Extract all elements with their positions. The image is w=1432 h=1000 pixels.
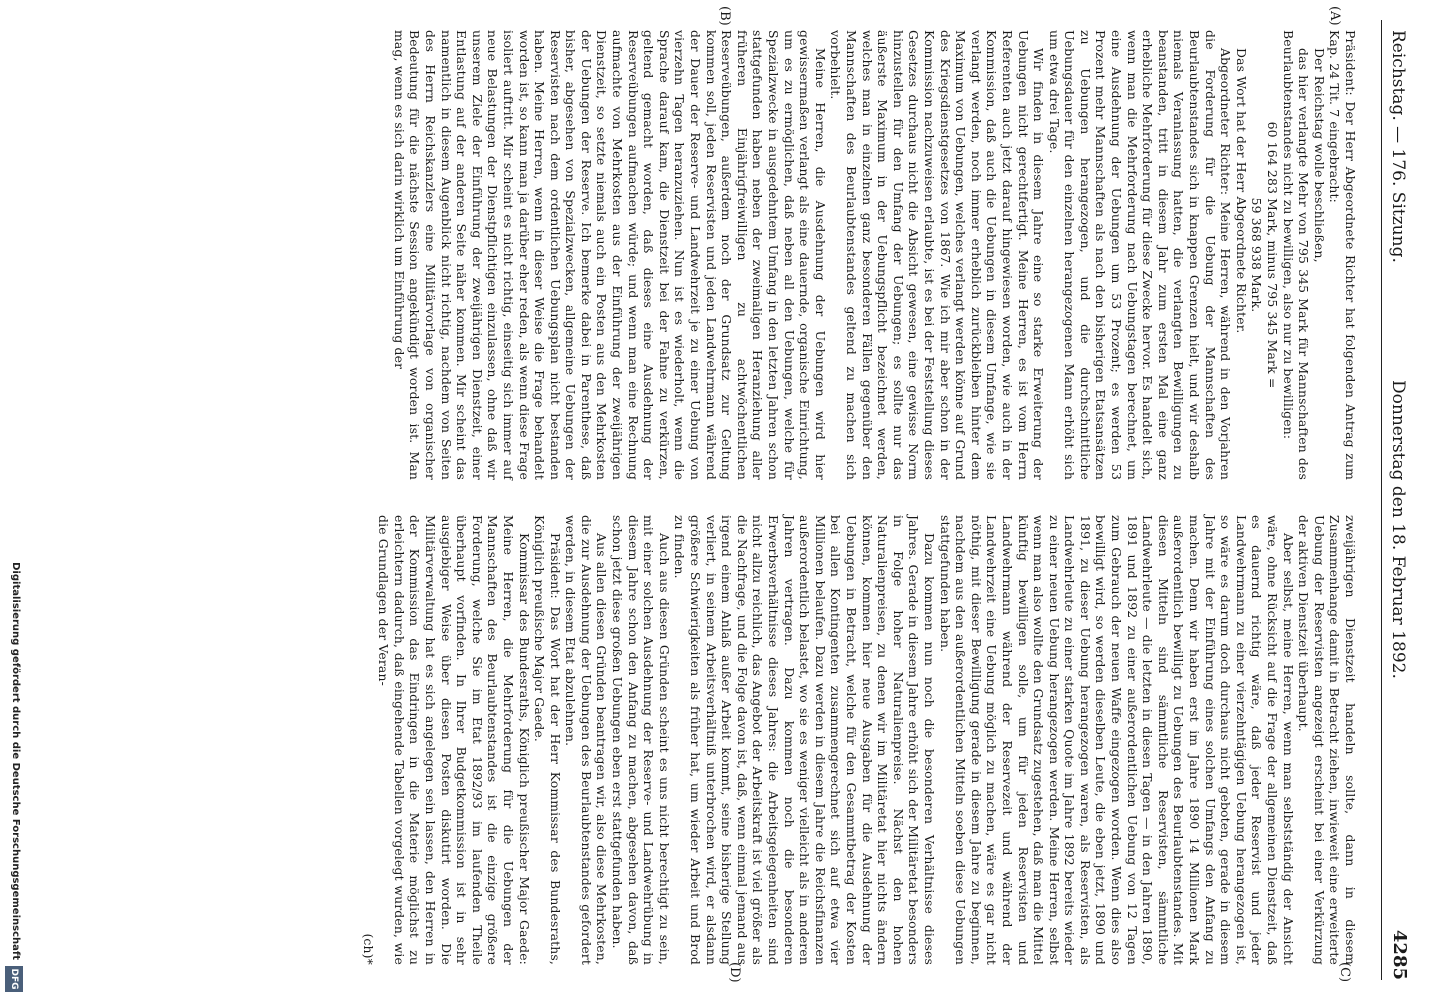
right-column (360, 515, 1358, 965)
paragraph: Abgeordneter Richter: Meine Herren, während in den Vorjahren die Forderung für die Uebung der Mannschaften des Beurlaubtenstandes sich in knappen Grenzen hielt, und wir deshalb niemals Veranlassung hatten, die verlangten Bewilligungen zu beanstanden, tritt in diesem Jahr zum ersten Mal eine ganz erhebliche Mehrforderung für diese Zwecke hervor. Es handelt sich, wenn man die Mehrforderung nach Uebungstagen berechnet, um eine Ausdehnung der Uebungen um 53 Prozent; es werden 53 Prozent mehr Mannschaften als nach den bisherigen Etatsansätzen zu Uebungen herangezogen, und die durchschnittliche Uebungsdauer für den einzelnen herangezogenen Mann erhöht sich um etwa drei Tage. (1046, 30, 1234, 480)
paragraph: das hier verlangte Mehr von 795 345 Mark für Mannschaften des Beurlaubtenstandes nicht zu bewilligen, also nur zu bewilligen: (1280, 30, 1312, 480)
paragraph: Präsident: Der Herr Abgeordnete Richter hat folgenden Antrag zum Kap. 24 Tit. 7 eingebracht: (1327, 30, 1358, 480)
paragraph: Präsident: Das Wort hat der Herr Kommissar des Bundesraths, Königlich preußische Major Gaede. (532, 515, 563, 965)
margin-marker-b: (B) (717, 6, 732, 26)
page-header (1372, 0, 1414, 1000)
funding-footer (0, 0, 26, 1000)
header-page-number: 4285 (1389, 929, 1410, 980)
paragraph: Wir finden in diesem Jahre eine so starke Erweiterung der Uebungen nicht gerechtfertigt. Meine Herren, es ist vom Herrn Referenten auch jetzt darauf hingewiesen worden, wie auch in der Kommission, daß auch die Uebungen in diesem Umfange, wie sie verlangt werden, noch immer erheblich zurückbleiben hinter dem Maximum von Uebungen, welches verlangt werden könne auf Grund des Kriegsdienstgesetzes von 1867. Wie ich mir aber schon in der Kommission nachzuweisen erlaubte, ist es bei der Feststellung dieses Gesetzes durchaus nicht die Absicht gewesen, eine gewisse Norm hinzustellen für den Umfang der Uebungen; es sollte nur das äußerste Maximum in der Uebungspflicht bezeichnet werden, welches man in einzelnen ganz besonderen Fällen gegenüber den Mannschaften des Beurlaubtenstandes geltend zu machen sich vorbehielt. (828, 30, 1047, 480)
paragraph: Das Wort hat der Herr Abgeordnete Richter. (1233, 48, 1249, 334)
header-date: Donnerstag den 18. Februar 1892. (1388, 380, 1408, 679)
paragraph: Aber selbst, meine Herren, wenn man selbstständig der Ansicht wäre, ohne Rücksicht auf die Frage der allgemeinen Dienstzeit, daß es dauernd richtig wäre, daß jeder Reservist und jeder Landwehrmann zu einer vierzehntägigen Uebung herangezogen ist, so wäre es darum doch durchaus nicht geboten, gerade in diesem Jahre mit der Einführung eines solchen Umfangs den Anfang zu machen. Denn wir haben erst im Jahre 1890 14 Millionen Mark außerordentlich bewilligt zu Uebungen des Beurlaubtenstandes. Mit diesen Mitteln sind sämmtliche Reservisten, sämmtliche Landwehrleute — die letzten in diesen Tagen — in den Jahren 1890, 1891 und 1892 zu einer außerordentlichen Uebung von 12 Tagen zum Gebrauch der neuen Waffe eingezogen worden. Wenn dies also bewilligt wird, so werden dieselben Leute, die eben jetzt, 1890 und 1891, zu dieser Uebung herangezogen waren, als Reservisten, als Landwehrleute zu einer starken Quote im Jahre 1892 bereits wieder zu einer neuen Uebung herangezogen werden. Meine Herren, selbst wenn man also wollte den Grundsatz zugestehen, daß man die Mittel künftig bewilligen solle, um für jeden Reservisten und Landwehrmann während der Reservezeit und während der Landwehrzeit eine Uebung möglich zu machen, wäre es gar nicht nöthig, mit dieser Bewilligung gerade in diesem Jahre zu beginnen, nachdem aus den außerordentlichen Mitteln soeben diese Uebungen stattgefunden haben. (937, 515, 1296, 965)
paragraph: Auch aus diesen Gründen scheint es uns nicht berechtigt zu sein, mit einer solchen Ausdehnung der Reserve- und Landwehrübung in diesem Jahre schon den Anfang zu machen, abgesehen davon, daß schon jetzt diese großen Uebungen eben erst stattgefunden haben. (610, 515, 672, 965)
paragraph: Kommissar des Bundesraths, Königlich preußischer Major Gaede: Meine Herren, die Mehrforderung für die Uebungen der Mannschaften des Beurlaubtenstandes ist die einzige größere Forderung, welche Sie im Etat 1892/93 im laufenden Theile überhaupt vorfinden. In Ihrer Budgetkommission ist in sehr ausgiebiger Weise über diesen Posten diskutirt worden. Die Militärverwaltung hat es sich angelegen sein lassen, den Herren in der Kommission das Eindringen in die Materie möglichst zu erleichtern dadurch, daß eingehende Tabellen vorgelegt wurden, wie die Grundlagen der Veran- (376, 515, 532, 965)
paragraph: 60 164 283 Mark, minus 795 345 Mark = (1265, 121, 1281, 389)
paragraph: Dazu kommen nun noch die besonderen Verhältnisse dieses Jahres. Gerade in diesem Jahre erhöht sich der Militäretat besonders in Folge hoher Naturalienpreise. Nächst den hohen Naturalienpreisen, zu denen wir im Militäretat hier nichts ändern können, kommen hier neue Ausgaben für die Ausdehnung der Uebungen in Betracht, welche für den Gesammtbetrag der Kosten bei allen Kontingenten zusammengerechnet sich auf etwa vier Millionen belaufen. Dazu werden in diesem Jahre die Reichsfinanzen außerordentlich belastet, wo sie es weniger vielleicht als in anderen Jahren vertragen. Dazu kommen noch die besonderen Erwerbsverhältnisse dieses Jahres: die Arbeitsgelegenheiten sind nicht allzu reichlich, das Angebot der Arbeitskraft ist viel größer als die Nachfrage, und die Folge davon ist, daß, wenn einmal jemand aus irgend einem Anlaß außer Arbeit kommt, seine bisherige Stellung verliert, in seinem Arbeitsverhältniß unterbrochen wird, er alsdann größere Schwierigkeiten als früher hat, um wieder Arbeit und Brod zu finden. (672, 515, 937, 965)
paragraph: Meine Herren, die Ausdehnung der Uebungen wird hier gewissermaßen verlangt als eine dauernde, organische Einrichtung, um es zu ermöglichen, daß neben all den Uebungen, welche für Spezialzwecke in ausgedehntem Umfang in den letzten Jahren schon stattgefunden haben neben der zweimaligen Heranziehung aller früheren Einjährigfreiwilligen zu achtwöchentlichen Reserveübungen, außerdem noch der Grundsatz zur Geltung kommen soll, jeden Reservisten und jeden Landwehrmann während der Dauer der Reserve- und Landwehrzeit je zu einer Uebung von vierzehn Tagen heranzuziehen. Nun ist es wiederholt, wenn die Sprache darauf kam, die Dienstzeit bei der Fahne zu verkürzen, geltend gemacht worden, daß dieses eine Ausdehnung der Reserveübungen aufmachen würde; und wenn man eine Rechnung aufmachte von Mehrkosten aus der Einführung der zweijährigen Dienstzeit, so setzte niemals auch ein Posten aus den Mehrkosten der Uebungen der Reserve. Ich bemerke dabei in Parenthese, daß bisher, abgesehen von Spezialzwecken, allgemeine Uebungen der Reservisten nach dem ordentlichen Uebungsplan nicht bestanden haben. Meine Herren, wenn in dieser Weise die Frage behandelt worden ist, so kann man ja darüber eher reden, als wenn diese Frage isoliert auftritt. Mir scheint es nicht richtig, einseitig sich immer auf neue Belastungen der Dienstpflichtigen einzulassen, ohne daß wir unserem Ziele der Einführung der zweijährigen Dienstzeit, einer Entlastung auf der anderen Seite näher kommen. Mir scheint das namentlich in diesem Augenblick nicht richtig, nachdem von Seiten des Herrn Reichskanzlers eine Militärvorlage von organischer Bedeutung für die nächste Session angekündigt worden ist. Man mag, wenn es sich darin wirklich um Einführung der (391, 30, 828, 480)
header-rule (1381, 20, 1382, 980)
paragraph: Aus allen diesen Gründen beantragen wir, also diese Mehrkosten, die zur Ausdehnung der Uebungen des Beurlaubtenstandes gefordert werden, in diesem Etat abzulehnen. (563, 515, 610, 965)
paragraph: 59 368 938 Mark. (1249, 197, 1265, 313)
funding-notice: Digitalisierung gefördert durch die Deutsche Forschungsgemeinschaft (10, 562, 21, 960)
header-session: Reichstag. — 176. Sitzung. (1388, 30, 1408, 263)
paragraph: Der Reichstag wolle beschließen, (1311, 48, 1327, 263)
margin-marker-c: (C) (1337, 962, 1352, 983)
margin-marker-d: (D) (727, 962, 742, 983)
dfg-logo: DFG (5, 966, 23, 992)
left-column (391, 30, 1358, 480)
paragraph: zweijährigen Dienstzeit handeln sollte, dann in diesem Zusammenhange damit in Betracht ziehen, inwieweit eine erweiterte Uebung der Reservisten angezeigt erscheint bei einer Verkürzung der aktiven Dienstzeit überhaupt. (1296, 515, 1358, 965)
margin-marker-a: (A) (1327, 6, 1342, 26)
signature-mark: (ch)* (360, 933, 376, 965)
